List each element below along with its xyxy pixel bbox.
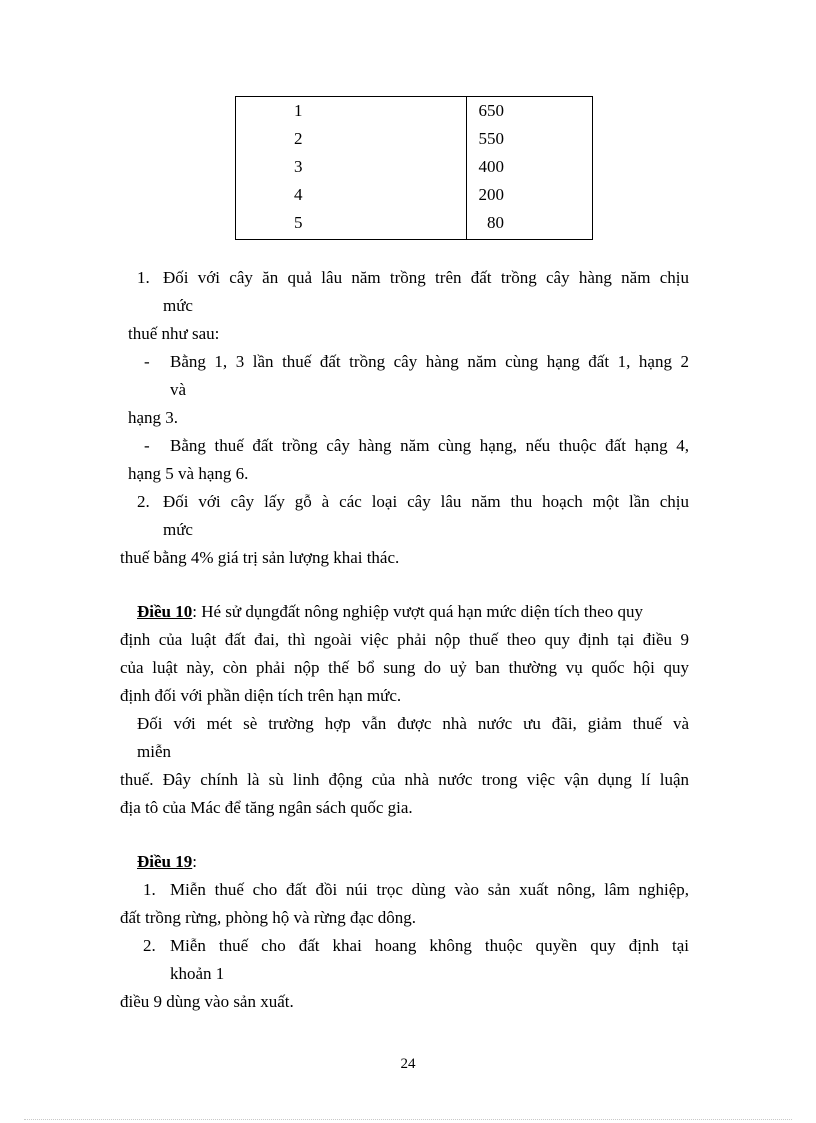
item-number: 1.: [137, 268, 150, 287]
article-10-line-1: [137, 598, 643, 626]
grade-cell: 1: [236, 97, 467, 126]
dash-text: Bằng thuế đất trồng cây hàng năm cùng hạng, nếu thuộc đất hạng 4,: [170, 436, 689, 455]
article-10-para2: Đối với mét sè trường hợp vẫn được nhà nước ưu đãi, giảm thuế và: [137, 714, 689, 733]
article-10-line: của luật này, còn phải nộp thế bổ sung do uỷ ban thường vụ quốc hội quy: [120, 658, 689, 677]
article-10-line: định đối với phần diện tích trên hạn mức.: [120, 686, 402, 705]
article-10-line: thuế. Đây chính là sù linh động của nhà nước trong việc vận dụng lí luận: [120, 770, 689, 789]
item-continuation: thuế như sau:: [128, 324, 220, 343]
item-text: Miễn thuế cho đất đồi núi trọc dùng vào sản xuất nông, lâm nghiệp,: [170, 880, 689, 899]
item-continuation: thuế bằng 4% giá trị sản lượng khai thác.: [120, 548, 400, 567]
dash-continuation: hạng 3.: [128, 408, 179, 427]
value-cell: 80: [487, 213, 504, 232]
item-text: Miễn thuế cho đất khai hoang không thuộc quyền quy định tại: [170, 936, 689, 955]
table-row: [236, 181, 593, 209]
item-continuation: điều 9 dùng vào sản xuất.: [120, 992, 294, 1011]
article-19-heading: Điều 19: [137, 852, 193, 871]
value-cell: 550: [478, 129, 504, 148]
land-grade-table: [235, 96, 593, 240]
article-10-line: định của luật đất đai, thì ngoài việc phải nộp thuế theo quy định tại điều 9: [120, 630, 689, 649]
item-continuation: đất trồng rừng, phòng hộ và rừng đạc dông.: [120, 908, 417, 927]
item-number: 2.: [137, 492, 150, 511]
value-cell: 650: [478, 101, 504, 120]
article-10-heading: Điều 10: [137, 602, 193, 621]
page-edge-divider: [24, 1119, 792, 1120]
dash-marker: -: [144, 436, 150, 455]
grade-cell: 3: [236, 153, 467, 181]
value-cell: 200: [478, 185, 504, 204]
grade-cell: 2: [236, 125, 467, 153]
dash-marker: -: [144, 352, 150, 371]
item-wrap: khoản 1: [170, 964, 225, 983]
table-row: [236, 209, 593, 240]
article-19-heading-line: [137, 848, 197, 876]
item-wrap: mức: [163, 520, 193, 539]
item-number: 1.: [143, 880, 156, 899]
article-10-line: địa tô của Mác để tăng ngân sách quốc gia.: [120, 798, 413, 817]
item-text: Đối với cây lấy gỗ à các loại cây lâu năm thu hoạch một lần chịu: [163, 492, 689, 511]
dash-text: Bằng 1, 3 lần thuế đất trồng cây hàng năm cùng hạng đất 1, hạng 2: [170, 352, 689, 371]
article-10-para2-wrap: miễn: [137, 742, 171, 761]
grade-cell: 5: [236, 209, 467, 240]
article-19-colon: :: [192, 852, 197, 871]
table-row: [236, 97, 593, 126]
item-wrap: mức: [163, 296, 193, 315]
page-number: 24: [400, 1056, 416, 1072]
grade-cell: 4: [236, 181, 467, 209]
dash-continuation: hạng 5 và hạng 6.: [128, 464, 249, 483]
article-10-text: : Hé sử dụngđất nông nghiệp vượt quá hạn mức diện tích theo quy: [192, 602, 643, 621]
item-number: 2.: [143, 936, 156, 955]
table-row: [236, 125, 593, 153]
value-cell: 400: [478, 157, 504, 176]
table-row: [236, 153, 593, 181]
item-text: Đối với cây ăn quả lâu năm trồng trên đất trồng cây hàng năm chịu: [163, 268, 689, 287]
dash-wrap: và: [170, 380, 187, 399]
